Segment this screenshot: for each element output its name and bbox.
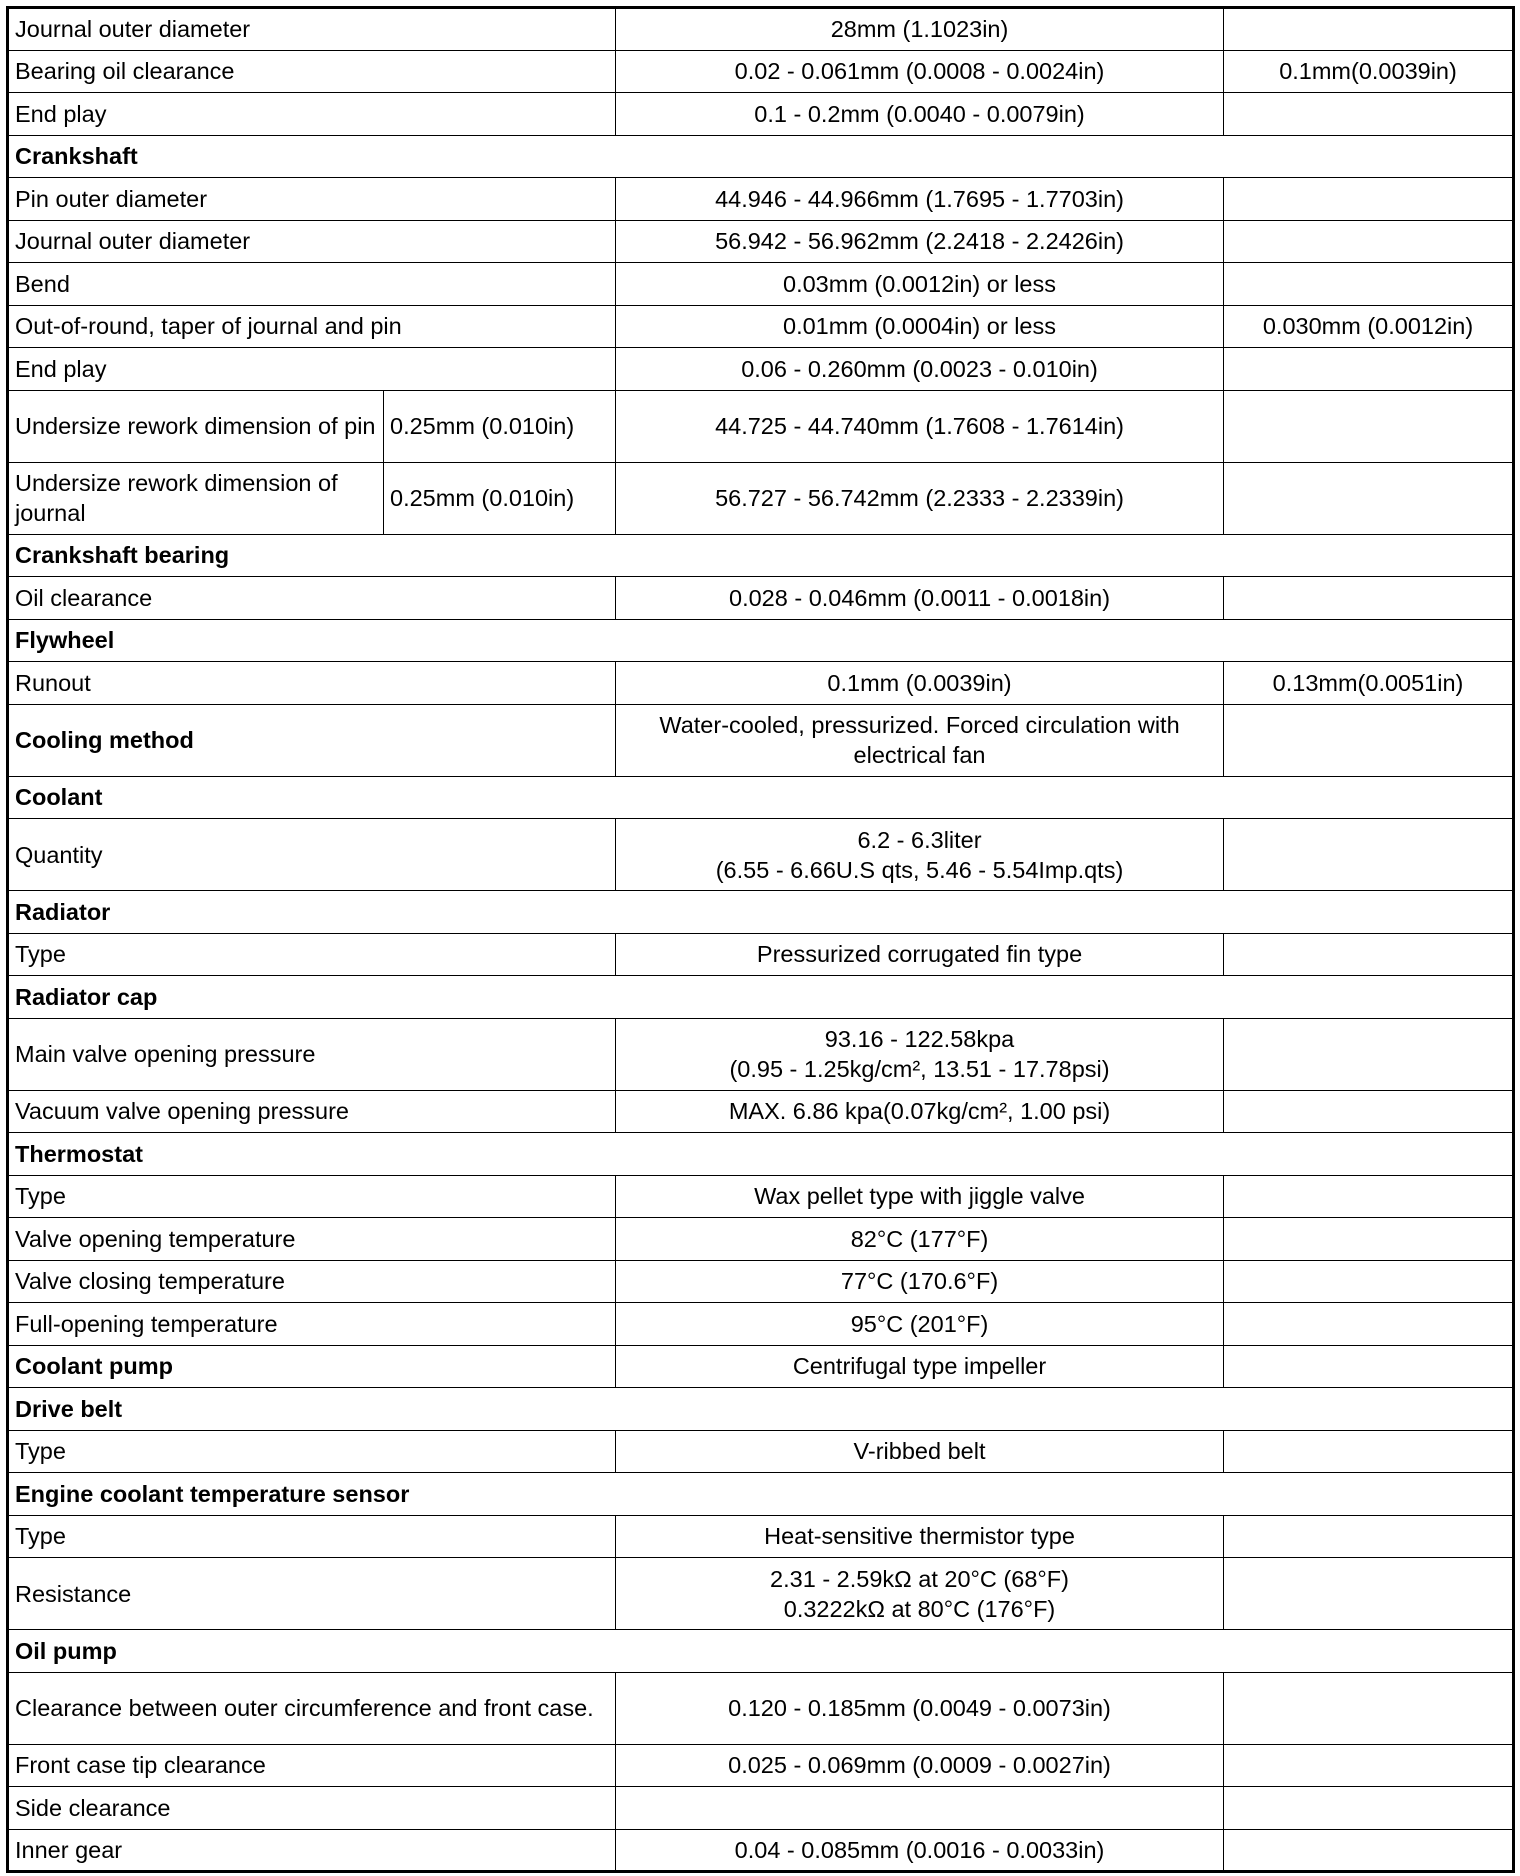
table-row (8, 1260, 1514, 1303)
spec-limit (1224, 704, 1514, 776)
spec-limit (1224, 819, 1514, 891)
spec-limit (1224, 1744, 1514, 1787)
table-row (8, 662, 1514, 705)
spec-label: Main valve opening pressure (8, 1018, 616, 1090)
spec-limit (1224, 1515, 1514, 1558)
section-row (8, 1630, 1514, 1673)
section-heading: Crankshaft (8, 135, 1514, 178)
table-row (8, 8, 1514, 51)
spec-limit (1224, 462, 1514, 534)
table-row (8, 1829, 1514, 1872)
table-row (8, 1218, 1514, 1261)
spec-label: Resistance (8, 1558, 616, 1630)
spec-value: 0.04 - 0.085mm (0.0016 - 0.0033in) (616, 1829, 1224, 1872)
table-row (8, 263, 1514, 306)
spec-value (616, 1787, 1224, 1830)
section-heading: Engine coolant temperature sensor (8, 1473, 1514, 1516)
spec-value-line-1: 2.31 - 2.59kΩ at 20°C (68°F) (770, 1565, 1069, 1592)
spec-limit (1224, 93, 1514, 136)
spec-limit (1224, 1430, 1514, 1473)
spec-label: Bearing oil clearance (8, 50, 616, 93)
section-row (8, 135, 1514, 178)
section-heading: Crankshaft bearing (8, 534, 1514, 577)
spec-label: Oil clearance (8, 577, 616, 620)
spec-table (6, 6, 1515, 1873)
spec-label: Type (8, 1515, 616, 1558)
table-row (8, 1558, 1514, 1630)
table-row (8, 1018, 1514, 1090)
spec-label: Full-opening temperature (8, 1303, 616, 1346)
spec-value: MAX. 6.86 kpa(0.07kg/cm², 1.00 psi) (616, 1090, 1224, 1133)
spec-value: 82°C (177°F) (616, 1218, 1224, 1261)
section-row (8, 891, 1514, 934)
table-row (8, 348, 1514, 391)
spec-limit (1224, 1260, 1514, 1303)
spec-label: Journal outer diameter (8, 220, 616, 263)
spec-limit (1224, 1090, 1514, 1133)
spec-value-line-2: (0.95 - 1.25kg/cm², 13.51 - 17.78psi) (729, 1056, 1110, 1082)
spec-label: Clearance between outer circumference and front case. (8, 1672, 616, 1744)
table-row (8, 1430, 1514, 1473)
spec-label: Valve opening temperature (8, 1218, 616, 1261)
section-heading: Oil pump (8, 1630, 1514, 1673)
undersize-cell: 0.25mm (0.010in) (384, 390, 616, 462)
table-row (8, 1345, 1514, 1388)
spec-label: Runout (8, 662, 616, 705)
section-row (8, 776, 1514, 819)
table-row (8, 220, 1514, 263)
spec-value: 0.1mm (0.0039in) (616, 662, 1224, 705)
spec-value: 44.946 - 44.966mm (1.7695 - 1.7703in) (616, 178, 1224, 221)
undersize-cell: 0.25mm (0.010in) (384, 462, 616, 534)
section-heading: Radiator (8, 891, 1514, 934)
spec-value-line-2: (6.55 - 6.66U.S qts, 5.46 - 5.54Imp.qts) (715, 856, 1124, 883)
table-row (8, 1672, 1514, 1744)
spec-value: Pressurized corrugated fin type (616, 933, 1224, 976)
table-row (8, 178, 1514, 221)
spec-value: 56.942 - 56.962mm (2.2418 - 2.2426in) (616, 220, 1224, 263)
section-heading: Drive belt (8, 1388, 1514, 1431)
section-heading: Thermostat (8, 1133, 1514, 1176)
table-row (8, 819, 1514, 891)
table-row (8, 390, 1514, 462)
spec-limit (1224, 178, 1514, 221)
table-row (8, 93, 1514, 136)
spec-value: 44.725 - 44.740mm (1.7608 - 1.7614in) (616, 390, 1224, 462)
spec-value: 0.01mm (0.0004in) or less (616, 305, 1224, 348)
spec-label: Bend (8, 263, 616, 306)
spec-label: Quantity (8, 819, 616, 891)
spec-value: 77°C (170.6°F) (616, 1260, 1224, 1303)
spec-label: Type (8, 1175, 616, 1218)
spec-value: Wax pellet type with jiggle valve (616, 1175, 1224, 1218)
table-row (8, 1515, 1514, 1558)
spec-label: End play (8, 93, 616, 136)
spec-value: 56.727 - 56.742mm (2.2333 - 2.2339in) (616, 462, 1224, 534)
spec-limit (1224, 1558, 1514, 1630)
section-row (8, 1133, 1514, 1176)
spec-limit (1224, 1829, 1514, 1872)
spec-limit: 0.030mm (0.0012in) (1224, 305, 1514, 348)
spec-limit (1224, 8, 1514, 51)
spec-value: 0.06 - 0.260mm (0.0023 - 0.010in) (616, 348, 1224, 391)
spec-limit (1224, 577, 1514, 620)
spec-limit (1224, 1218, 1514, 1261)
table-row (8, 1744, 1514, 1787)
spec-value (616, 819, 1224, 891)
spec-value: 0.120 - 0.185mm (0.0049 - 0.0073in) (616, 1672, 1224, 1744)
spec-limit (1224, 348, 1514, 391)
section-row (8, 619, 1514, 662)
spec-value: 0.02 - 0.061mm (0.0008 - 0.0024in) (616, 50, 1224, 93)
spec-value: V-ribbed belt (616, 1430, 1224, 1473)
spec-value (616, 1558, 1224, 1630)
section-heading: Flywheel (8, 619, 1514, 662)
spec-label: Pin outer diameter (8, 178, 616, 221)
spec-value: 28mm (1.1023in) (616, 8, 1224, 51)
spec-value: 0.028 - 0.046mm (0.0011 - 0.0018in) (616, 577, 1224, 620)
table-row (8, 462, 1514, 534)
table-row (8, 577, 1514, 620)
section-heading: Radiator cap (8, 976, 1514, 1019)
spec-label: Coolant pump (8, 1345, 616, 1388)
spec-limit (1224, 933, 1514, 976)
spec-label: Out-of-round, taper of journal and pin (8, 305, 616, 348)
spec-value: 0.03mm (0.0012in) or less (616, 263, 1224, 306)
spec-label: Cooling method (8, 704, 616, 776)
table-row (8, 704, 1514, 776)
section-row (8, 1388, 1514, 1431)
spec-label: Inner gear (8, 1829, 616, 1872)
table-row (8, 933, 1514, 976)
spec-label: Type (8, 933, 616, 976)
spec-limit (1224, 263, 1514, 306)
spec-table-body (8, 8, 1514, 1872)
table-row (8, 1303, 1514, 1346)
spec-value: Centrifugal type impeller (616, 1345, 1224, 1388)
spec-limit (1224, 220, 1514, 263)
spec-value: Heat-sensitive thermistor type (616, 1515, 1224, 1558)
spec-value (616, 1018, 1224, 1090)
spec-value: Water-cooled, pressurized. Forced circulation with electrical fan (616, 704, 1224, 776)
table-row (8, 1090, 1514, 1133)
spec-label: Side clearance (8, 1787, 616, 1830)
spec-label: Type (8, 1430, 616, 1473)
spec-label: Vacuum valve opening pressure (8, 1090, 616, 1133)
spec-limit: 0.13mm(0.0051in) (1224, 662, 1514, 705)
spec-value: 0.1 - 0.2mm (0.0040 - 0.0079in) (616, 93, 1224, 136)
spec-value-line-2: 0.3222kΩ at 80°C (176°F) (783, 1595, 1056, 1622)
section-row (8, 976, 1514, 1019)
spec-limit (1224, 1018, 1514, 1090)
spec-label: Undersize rework dimension of pin (8, 390, 384, 462)
table-row (8, 50, 1514, 93)
spec-value-line-1: 6.2 - 6.3liter (857, 826, 982, 853)
section-row (8, 1473, 1514, 1516)
spec-limit (1224, 1303, 1514, 1346)
spec-label: Journal outer diameter (8, 8, 616, 51)
spec-limit (1224, 1787, 1514, 1830)
table-row (8, 1787, 1514, 1830)
spec-label: Undersize rework dimension of journal (8, 462, 384, 534)
spec-limit (1224, 1345, 1514, 1388)
spec-limit (1224, 1175, 1514, 1218)
spec-value: 95°C (201°F) (616, 1303, 1224, 1346)
table-row (8, 305, 1514, 348)
spec-limit (1224, 390, 1514, 462)
section-heading: Coolant (8, 776, 1514, 819)
spec-limit: 0.1mm(0.0039in) (1224, 50, 1514, 93)
spec-label: End play (8, 348, 616, 391)
spec-label: Valve closing temperature (8, 1260, 616, 1303)
section-row (8, 534, 1514, 577)
spec-limit (1224, 1672, 1514, 1744)
spec-value-line-1: 93.16 - 122.58kpa (824, 1026, 1015, 1052)
spec-label: Front case tip clearance (8, 1744, 616, 1787)
spec-value: 0.025 - 0.069mm (0.0009 - 0.0027in) (616, 1744, 1224, 1787)
table-row (8, 1175, 1514, 1218)
